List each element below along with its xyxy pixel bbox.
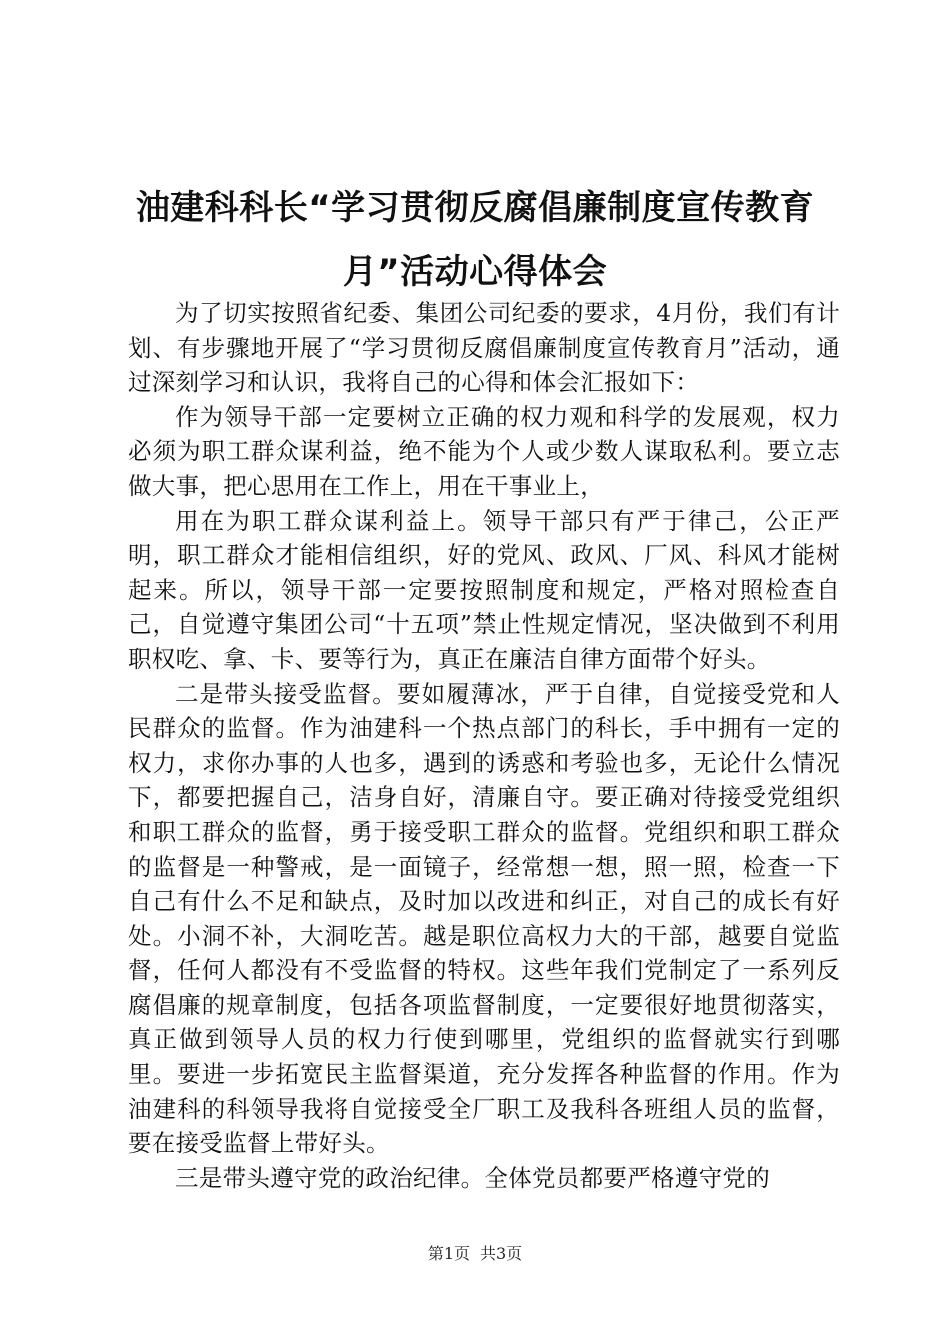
page-total: 共3页	[480, 1244, 523, 1263]
paragraph: 作为领导干部一定要树立正确的权力观和科学的发展观，权力必须为职工群众谋利益，绝不能为个人或少数人谋取私利。要立志做大事，把心思用在工作上，用在干事业上，	[128, 402, 840, 500]
document-body	[128, 296, 840, 1195]
paragraph: 二是带头接受监督。要如履薄冰，严于自律，自觉接受党和人民群众的监督。作为油建科一个热点部门的科长，手中拥有一定的权力，求你办事的人也多，遇到的诱惑和考验也多，无论什么情况下，都要把握自己，洁身自好，清廉自守。要正确对待接受党组织和职工群众的监督，勇于接受职工群众的监督。党组织和职工群众的监督是一种警戒，是一面镜子，经常想一想，照一照，检查一下自己有什么不足和缺点，及时加以改进和纠正，对自己的成长有好处。小洞不补，大洞吃苦。越是职位高权力大的干部，越要自觉监督，任何人都没有不受监督的特权。这些年我们党制定了一系列反腐倡廉的规章制度，包括各项监督制度，一定要很好地贯彻落实，真正做到领导人员的权力行使到哪里，党组织的监督就实行到哪里。要进一步拓宽民主监督渠道，充分发挥各种监督的作用。作为油建科的科领导我将自觉接受全厂职工及我科各班组人员的监督，要在接受监督上带好头。	[128, 679, 840, 1158]
paragraph: 三是带头遵守党的政治纪律。全体党员都要严格遵守党的	[175, 1163, 770, 1192]
page-footer	[0, 1244, 950, 1264]
page-number: 第1页	[427, 1244, 470, 1263]
paragraph: 为了切实按照省纪委、集团公司纪委的要求，4月份，我们有计划、有步骤地开展了“学习贯彻反腐倡廉制度宣传教育月”活动，通过深刻学习和认识，我将自己的心得和体会汇报如下：	[128, 299, 840, 397]
document-title: 油建科科长“学习贯彻反腐倡廉制度宣传教育月”活动心得体会	[135, 188, 815, 292]
paragraph: 用在为职工群众谋利益上。领导干部只有严于律己，公正严明，职工群众才能相信组织，好的党风、政风、厂风、科风才能树起来。所以，领导干部一定要按照制度和规定，严格对照检查自己，自觉遵守集团公司“十五项”禁止性规定情况，坚决做到不利用职权吃、拿、卡、要等行为，真正在廉洁自律方面带个好头。	[128, 506, 840, 673]
